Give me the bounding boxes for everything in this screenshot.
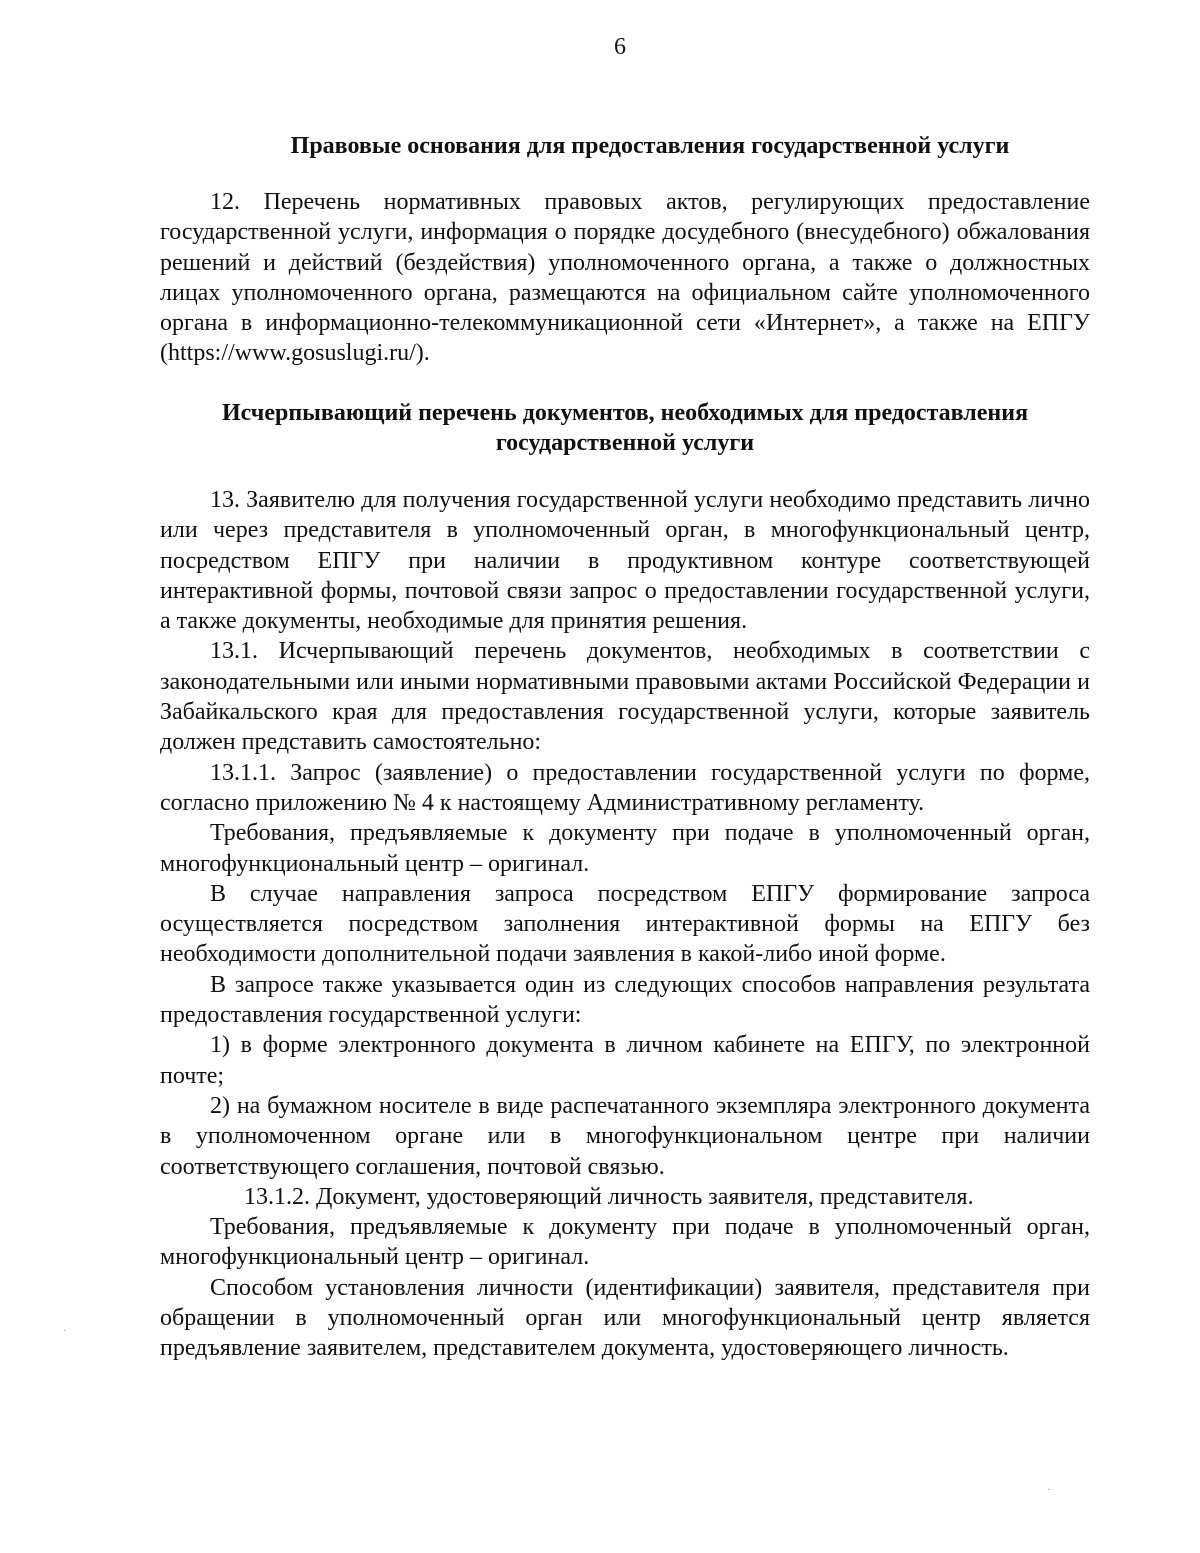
paragraph-requirements: Требования, предъявляемые к документу при подаче в уполномоченный орган, многофункциональный центр – оригинал. bbox=[160, 820, 1090, 877]
paragraph-requirements-id: Требования, предъявляемые к документу при подаче в уполномоченный орган, многофункциональный центр – оригинал. bbox=[160, 1214, 1090, 1271]
paragraph-epgu-request: В случае направления запроса посредством ЕПГУ формирование запроса осуществляется посредством заполнения интерактивной формы на ЕПГУ без необходимости дополнительной подачи заявления в какой-либо иной форме. bbox=[160, 880, 1090, 968]
list-item-paper: 2) на бумажном носителе в виде распечатанного экземпляра электронного документа в уполномоченном органе или в многофункциональном центре при наличии соответствующего соглашения, почтовой связью. bbox=[160, 1092, 1090, 1180]
list-item-electronic: 1) в форме электронного документа в личном кабинете на ЕПГУ, по электронной почте; bbox=[160, 1032, 1090, 1089]
paragraph-13-1-1: 13.1.1. Запрос (заявление) о предоставлении государственной услуги по форме, согласно приложению № 4 к настоящему Административному регламенту. bbox=[160, 759, 1090, 816]
scan-speck bbox=[64, 1330, 66, 1331]
section-title-legal-grounds: Правовые основания для предоставления государственной услуги bbox=[290, 133, 1010, 159]
paragraph-result-methods: В запросе также указывается один из следующих способов направления результата предоставления государственной услуги: bbox=[160, 971, 1090, 1029]
paragraph-13-1: 13.1. Исчерпывающий перечень документов, необходимых в соответствии с законодательными или иными нормативными правовыми актами Российской Федерации и Забайкальского края для предоставления государственной услуги, которые заявитель должен представить самостоятельно: bbox=[160, 638, 1090, 756]
page-number: 6 bbox=[614, 34, 626, 60]
section-title-line: государственной услуги bbox=[495, 430, 755, 456]
section-body-legal-grounds bbox=[160, 187, 1090, 369]
section-title-documents-list bbox=[160, 398, 1090, 458]
paragraph-12: 12. Перечень нормативных правовых актов, регулирующих предоставление государственной услуги, информация о порядке досудебного (внесудебного) обжалования решений и действий (бездействия) уполномоченного органа, а также о должностных лицах уполномоченного органа, размещаются на официальном сайте уполномоченного органа в информационно-телекоммуникационной сети «Интернет», а также на ЕПГУ (https://www.gosuslugi.ru/). bbox=[160, 189, 1090, 367]
paragraph-identification: Способом установления личности (идентификации) заявителя, представителя при обращении в уполномоченный орган или многофункциональный центр является предъявление заявителем, представителем документа, удостоверяющего личность. bbox=[160, 1274, 1090, 1362]
section-body-documents-list bbox=[160, 485, 1090, 1364]
section-title-line: Исчерпывающий перечень документов, необходимых для предоставления bbox=[221, 400, 1029, 426]
paragraph-13: 13. Заявителю для получения государственной услуги необходимо представить лично или через представителя в уполномоченный орган, в многофункциональный центр, посредством ЕПГУ при наличии в продуктивном контуре соответствующей интерактивной формы, почтовой связи запрос о предоставлении государственной услуги, а также документы, необходимые для принятия решения. bbox=[160, 487, 1090, 635]
scan-speck bbox=[1048, 1489, 1050, 1490]
paragraph-13-1-2: 13.1.2. Документ, удостоверяющий личность заявителя, представителя. bbox=[244, 1183, 974, 1210]
